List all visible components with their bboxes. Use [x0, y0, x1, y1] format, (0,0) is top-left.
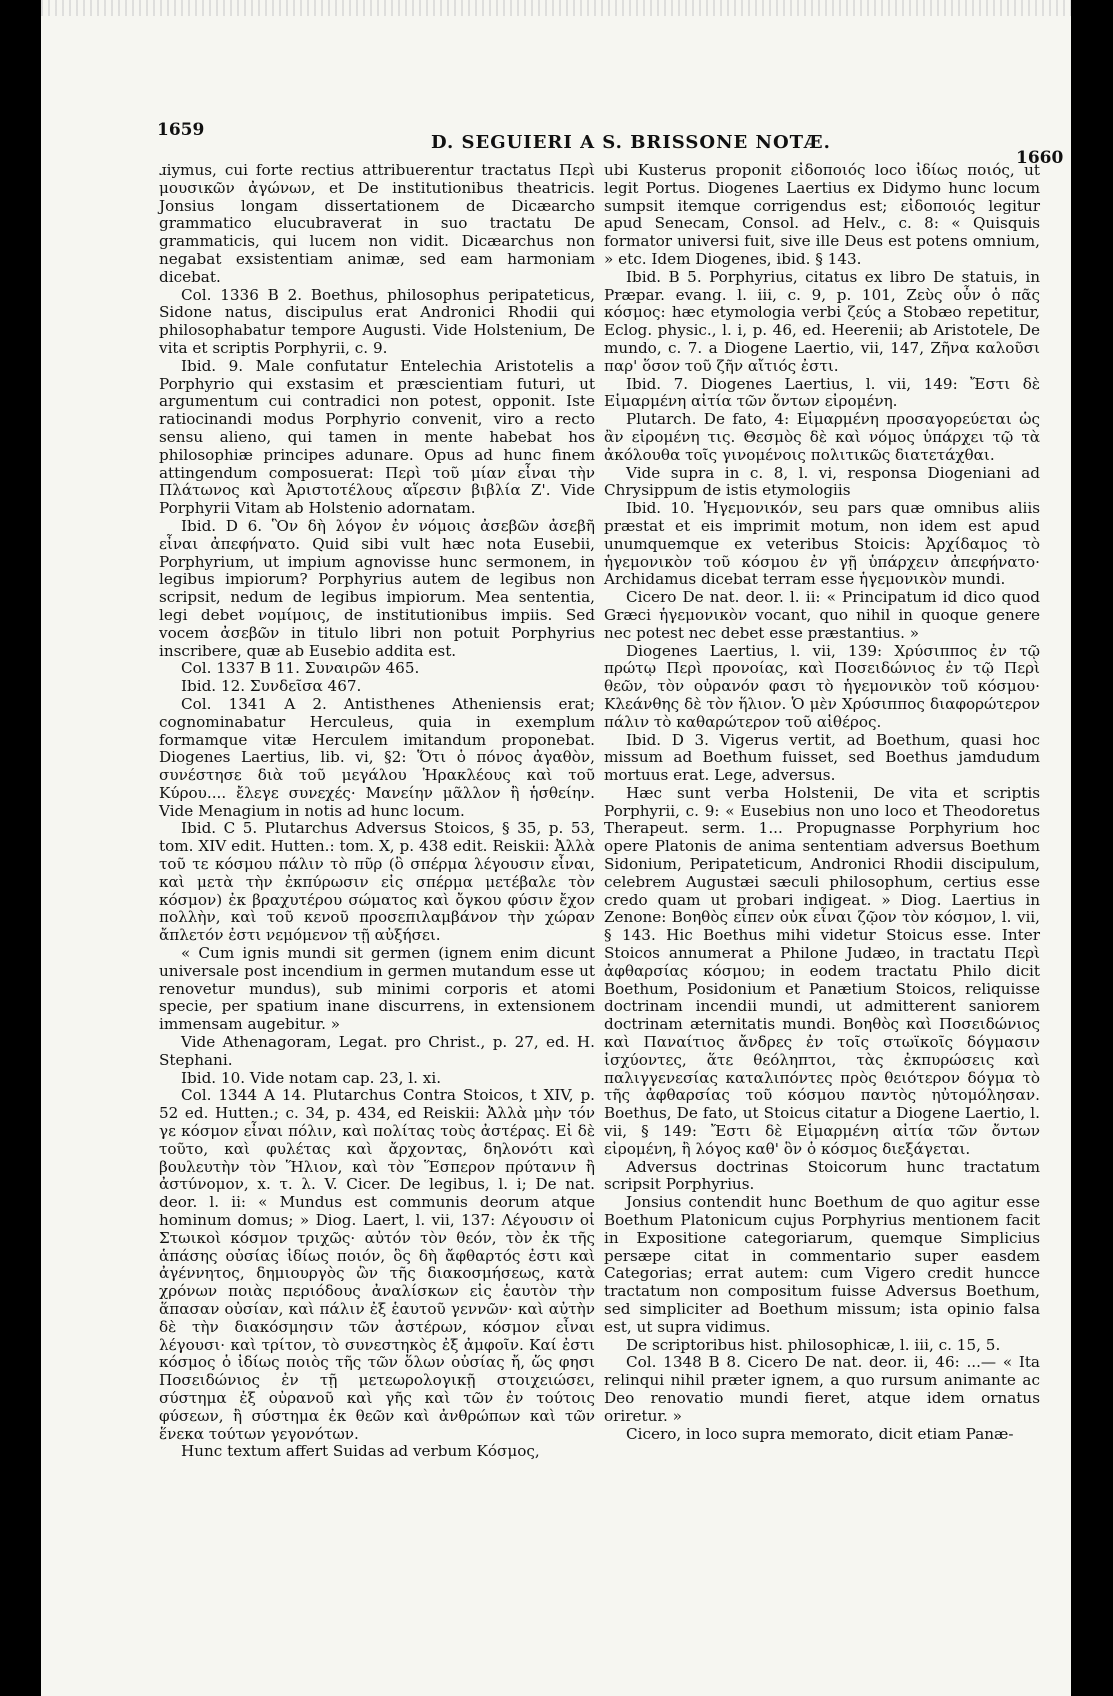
paragraph: Diogenes Laertius, l. vii, 139: Χρύσιππος ἐν τῷ πρώτῳ Περὶ προνοίας, καὶ Ποσειδώνιος ἐν τῷ Περὶ θεῶν, τὸν οὐρανόν φασι τὸ ἡγεμονικὸν τοῦ κόσμου· Κλεάνθης δὲ τὸν ἥλιον. Ὁ μὲν Χρύσιππος διαφορώτερον πάλιν τὸ καθαρώτερον τοῦ αἰθέρος.	[604, 641, 1040, 731]
paragraph: Jonsius contendit hunc Boethum de quo agitur esse Boethum Platonicum cujus Porphyrius mentionem facit in Expositione categoriarum, quemque Simplicius persæpe citat in commentario super easdem Categorias; errat autem: cum Vigero credit huncce tractatum non compositum fuisse Adversus Boethum, sed simpliciter ad Boethum missum; ista opinio falsa est, ut supra vidimus.	[604, 1193, 1040, 1336]
paragraph: ɹiymus, cui forte rectius attribuerentur tractatus Περὶ μουσικῶν ἀγώνων, et De institutionibus theatricis. Jonsius longam dissertationem de Dicæarcho grammatico elucubraverat in suo tractatu De grammaticis, qui lucem non vidit. Dicæarchus non negabat exsistentiam animæ, sed eam harmoniam dicebat.	[159, 161, 595, 286]
paragraph: Col. 1348 B 8. Cicero De nat. deor. ii, 46: ...— « Ita relinqui nihil præter ignem, a quo rursum animante ac Deo renovatio mundi fieret, atque idem ornatus oriretur. »	[604, 1353, 1040, 1425]
paragraph: Ibid. D 3. Vigerus vertit, ad Boethum, quasi hoc missum ad Boethum fuisset, sed Boethus jamdudum mortuus erat. Lege, adversus.	[604, 730, 1040, 785]
paragraph: « Cum ignis mundi sit germen (ignem enim dicunt universale post incendium in germen mutandum esse ut renovetur mundus), sub minimi corporis et atomi specie, per spatium inane discurrens, in extensionem immensam augebitur. »	[159, 944, 595, 1034]
paragraph: ubi Kusterus proponit εἰδοποιός loco ἰδίως ποιός, ut legit Portus. Diogenes Laertius ex Didymo hunc locum sumpsit itemque corrigendus est; εἰδοποιός legitur apud Senecam, Consol. ad Helv., c. 8: « Quisquis formator universi fuit, sive ille Deus est potens omnium, » etc. Idem Diogenes, ibid. § 143.	[604, 161, 1040, 268]
paragraph: De scriptoribus hist. philosophicæ, l. iii, c. 15, 5.	[626, 1335, 1001, 1354]
paragraph: Ibid. 7. Diogenes Laertius, l. vii, 149: Ἔστι δὲ Εἱμαρμένη αἰτία τῶν ὄντων εἰρομένη.	[604, 374, 1040, 411]
paragraph: Adversus doctrinas Stoicorum hunc tractatum scripsit Porphyrius.	[604, 1157, 1040, 1194]
paragraph: Col. 1337 B 11. Συναιρῶν 465.	[181, 659, 420, 678]
page-number-left: 1659	[157, 120, 205, 140]
paragraph: Cicero De nat. deor. l. ii: « Principatum id dico quod Græci ἡγεμονικὸν vocant, quo nihil in quoque genere nec potest nec debet esse præstantius. »	[604, 588, 1040, 642]
running-head: D. SEGUIERI A S. BRISSONE NOTÆ.	[431, 132, 831, 153]
paragraph: Cicero, in loco supra memorato, dicit etiam Panæ-	[626, 1424, 1014, 1443]
document-page	[41, 0, 1071, 1696]
paragraph: Ibid. D 6. Ὃν δὴ λόγον ἐν νόμοις ἀσεβῶν ἀσεβῆ εἶναι ἀπεφήνατο. Quid sibi vult hæc nota Eusebii, Porphyrium, ut impium agnovisse hunc sermonem, in legibus impiorum? Porphyrius autem de legibus non scripsit, nedum de legibus impiorum. Mea sententia, legi debet νομίμοις, de institutionibus impiis. Sed vocem ἀσεβῶν in titulo libri non potuit Porphyrius inscribere, quæ ab Eusebio addita est.	[159, 516, 595, 660]
scan-edge	[41, 0, 1071, 16]
paragraph: Ibid. 9. Male confutatur Entelechia Aristotelis a Porphyrio qui exstasim et præscientiam futuri, ut argumentum cui contradici non potest, opponit. Iste ratiocinandi modus Porphyrio convenit, viro a recto sensu alieno, qui tamen in mente habebat hos philosophiæ principes adunare. Opus ad hunc finem attingendum composuerat: Περὶ τοῦ μίαν εἶναι τὴν Πλάτωνος καὶ Ἀριστοτέλους αἵρεσιν βιβλία Ζ'. Vide Porphyrii Vitam ab Holstenio adornatam.	[159, 356, 595, 518]
paragraph: Ibid. 12. Συνδεῖσα 467.	[181, 677, 362, 696]
left-column	[159, 162, 595, 1461]
paragraph: Vide Athenagoram, Legat. pro Christ., p. 27, ed. H. Stephani.	[159, 1033, 595, 1069]
paragraph: Ibid. C 5. Plutarchus Adversus Stoicos, § 35, p. 53, tom. XIV edit. Hutten.: tom. X, p. 438 edit. Reiskii: Ἀλλὰ τοῦ τε κόσμου πάλιν τὸ πῦρ (ὃ σπέρμα λέγουσιν εἶναι, καὶ μετὰ τὴν ἐκπύρωσιν εἰς σπέρμα μετέβαλε τὸν κόσμον) ἐκ βραχυτέρου σώματος καὶ ὄγκου φύσιν ἔχον πολλὴν, καὶ τοῦ κενοῦ προσεπιλαμβάνον τὴν χώραν ἄπλετόν ἐστι νεμόμενον τῇ αὐξήσει.	[159, 819, 595, 945]
paragraph: Vide supra in c. 8, l. vi, responsa Diogeniani ad Chrysippum de istis etymologiis	[604, 463, 1040, 500]
paragraph: Ibid. B 5. Porphyrius, citatus ex libro De statuis, in Præpar. evang. l. iii, c. 9, p. 101, Ζεὺς οὖν ὁ πᾶς κόσμος: hæc etymologia verbi ζεύς a Stobæo repetitur, Eclog. physic., l. i, p. 46, ed. Heerenii; ab Aristotele, De mundo, c. 7. a Diogene Laertio, vii, 147, Ζῆνα καλοῦσι παρ' ὅσον τοῦ ζῆν αἴτιός ἐστι.	[604, 267, 1040, 375]
page-number-right: 1660	[1016, 148, 1064, 168]
paragraph: Hæc sunt verba Holstenii, De vita et scriptis Porphyrii, c. 9: « Eusebius non uno loco et Theodoretus Therapeut. serm. 1... Propugnasse Porphyrium hoc opere Platonis de anima sententiam adversus Boethum Sidonium, Peripateticum, Andronici Rhodii discipulum, celebrem Augustæi sæculi philosophum, certius esse credo quam ut probari indigeat. » Diog. Laertius in Zenone: Βοηθὸς εἶπεν οὐκ εἶναι ζῷον τὸν κόσμον, l. vii, § 143. Hic Boethus mihi videtur Stoicus esse. Inter Stoicos annumerat a Philone Judæo, in tractatu Περὶ ἀφθαρσίας κόσμου; in eodem tractatu Philo dicit Boethum, Posidonium et Panætium Stoicos, reliquisse doctrinam incendii mundi, ut admitterent saniorem doctrinam æternitatis mundi. Βοηθὸς καὶ Ποσειδώνιος καὶ Παναίτιος ἄνδρες ἐν τοῖς στωϊκοῖς δόγμασιν ἰσχύοντες, ἅτε θεόληπτοι, τὰς ἐκπυρώσεις καὶ παλιγγενεσίας καταλιπόντες πρὸς θειότερον δόγμα τὸ τῆς ἀφθαρσίας τοῦ κόσμου παντὸς ηὐτομόλησαν. Boethus, De fato, ut Stoicus citatur a Diogene Laertio, l. vii, § 149: Ἔστι δὲ Εἱμαρμένη αἰτία τῶν ὄντων εἰρομένη, ἢ λόγος καθ' ὃν ὁ κόσμος διεξάγεται.	[604, 783, 1040, 1158]
paragraph: Col. 1341 A 2. Antisthenes Atheniensis erat; cognominabatur Herculeus, quia in exemplum formamque vitæ Herculem imitandum proponebat. Diogenes Laertius, lib. vi, §2: Ὅτι ὁ πόνος ἀγαθὸν, συνέστησε διὰ τοῦ μεγάλου Ἡρακλέους καὶ τοῦ Κύρου.... ἔλεγε συνεχές· Μανείην μᾶλλον ἢ ἡσθείην. Vide Menagium in notis ad hunc locum.	[159, 694, 595, 820]
paragraph: Col. 1336 B 2. Boethus, philosophus peripateticus, Sidone natus, discipulus erat Andronici Rhodii qui philosophabatur tempore Augusti. Vide Holstenium, De vita et scriptis Porphyrii, c. 9.	[159, 285, 595, 357]
right-column	[604, 162, 1040, 1443]
paragraph: Ibid. 10. Vide notam cap. 23, l. xi.	[181, 1068, 442, 1087]
paragraph: Ibid. 10. Ἡγεμονικόν, seu pars quæ omnibus aliis præstat et eis imprimit motum, non idem est apud unumquemque ex veteribus Stoicis: Ἀρχίδαμος τὸ ἡγεμονικὸν τοῦ κόσμου ἐν γῇ ὑπάρχειν ἀπεφήνατο· Archidamus dicebat terram esse ἡγεμονικὸν mundi.	[604, 499, 1040, 589]
paragraph: Plutarch. De fato, 4: Εἱμαρμένη προσαγορεύεται ὡς ἂν εἰρομένη τις. Θεσμὸς δὲ καὶ νόμος ὑπάρχει τῷ τὰ ἀκόλουθα τοῖς γινομένοις πολιτικῶς διατετάχθαι.	[604, 410, 1040, 464]
paragraph: Hunc textum affert Suidas ad verbum Κόσμος,	[181, 1442, 540, 1461]
paragraph: Col. 1344 A 14. Plutarchus Contra Stoicos, t XIV, p. 52 ed. Hutten.; c. 34, p. 434, ed Reiskii: Ἀλλὰ μὴν τόν γε κόσμον εἶναι πόλιν, καὶ πολίτας τοὺς ἀστέρας. Εἰ δὲ τοῦτο, καὶ φυλέτας καὶ ἄρχοντας, δηλονότι καὶ βουλευτὴν τὸν Ἥλιον, καὶ τὸν Ἕσπερον πρύτανιν ἢ ἀστύνομον, x. τ. λ. V. Cicer. De legibus, l. i; De nat. deor. l. ii: « Mundus est communis deorum atque hominum domus; » Diog. Laert, l. vii, 137: Λέγουσιν οἱ Στωικοὶ κόσμον τριχῶς· αὐτόν τὸν θεόν, τὸν ἐκ τῆς ἁπάσης οὐσίας ἰδίως ποιόν, ὃς δὴ ἄφθαρτός ἐστι καὶ ἀγέννητος, δημιουργὸς ὢν τῆς διακοσμήσεως, κατὰ χρόνων ποιὰς περιόδους ἀναλίσκων εἰς ἑαυτὸν τὴν ἅπασαν οὐσίαν, καὶ πάλιν ἐξ ἑαυτοῦ γεννῶν· καὶ αὐτὴν δὲ τὴν διακόσμησιν τῶν ἀστέρων, κόσμον εἶναι λέγουσι· καὶ τρίτον, τὸ συνεστηκὸς ἐξ ἀμφοῖν. Καί ἐστι κόσμος ὁ ἰδίως ποιὸς τῆς τῶν ὅλων οὐσίας ἤ, ὥς φησι Ποσειδώνιος ἐν τῇ μετεωρολογικῇ στοιχειώσει, σύστημα ἐξ οὐρανοῦ καὶ γῆς καὶ τῶν ἐν τούτοις φύσεων, ἢ σύστημα ἐκ θεῶν καὶ ἀνθρώπων καὶ τῶν ἕνεκα τούτων γεγονότων.	[159, 1086, 595, 1443]
